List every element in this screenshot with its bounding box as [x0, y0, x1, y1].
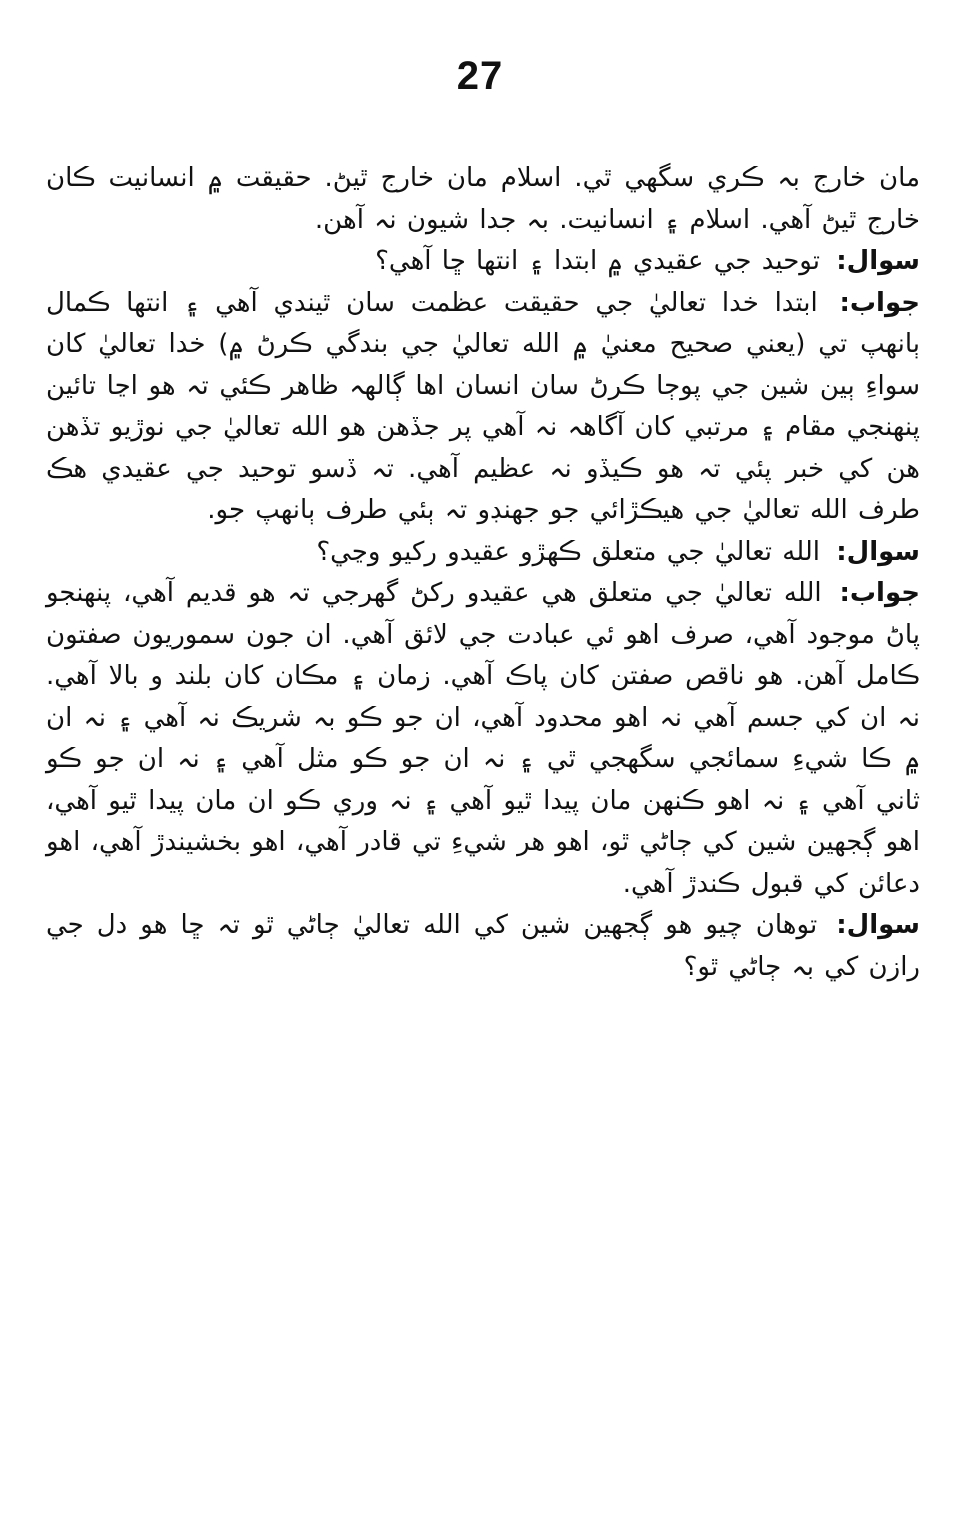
question-hidden-knowledge: [46, 905, 920, 988]
question-label: سوال:: [836, 910, 921, 940]
paragraph-text: مان خارج بہ ڪري سگھي ٿي. اسلام مان خارج ٿيڻ. حقيقت ۾ انسانيت ڪان خارج ٿيڻ آهي. اسلام ۽ انسانيت. بہ جدا شيون نہ آهن.: [46, 163, 920, 235]
answer-label: جواب:: [839, 287, 921, 318]
answer-text: الله تعاليٰ جي متعلق هي عقيدو رکڻ گهرجي تہ هو قديم آهي، پنهنجو پاڻ موجود آهي، صرف اهو ئي عبادت جي لائق آهي. ان جون سموريون صفتون ڪامل آهن. هو ناقص صفتن کان پاڪ آهي. زمان ۽ مڪان کان بلند و بالا آهي. نہ ان کي جسم آهي نہ اهو محدود آهي، ان جو ڪو بہ شريڪ نہ آهي ۽ نہ ان ۾ ڪا شيءِ سمائجي سگهجي ٿي ۽ نہ ان جو ڪو مثل آهي ۽ نہ ان جو ڪو ثاني آهي ۽ نہ اهو ڪنهن مان پيدا ٿيو آهي ۽ نہ وري ڪو ان مان پيدا ٿيو آهي، اهو ڳجهين شين کي ڄاڻي ٿو، اهو هر شيءِ تي قادر آهي، اهو بخشيندڙ آهي، اهو دعائن کي قبول ڪندڙ آهي.: [46, 578, 920, 899]
paragraph-intro: [46, 158, 920, 241]
body-text: [46, 158, 920, 988]
question-text: توهان چيو هو ڳجهين شين کي الله تعاليٰ ڄاڻي ٿو تہ ڇا هو دل جي رازن کي بہ ڄاڻي ٿو؟: [46, 910, 920, 982]
question-label: سوال:: [836, 536, 920, 567]
question-belief-about-allah: [46, 532, 920, 574]
page-number: 27: [456, 54, 504, 98]
question-label: سوال:: [836, 246, 920, 276]
question-text: الله تعاليٰ جي متعلق ڪهڙو عقيدو رکيو وڃي؟: [316, 536, 820, 567]
question-text: توحيد جي عقيدي ۾ ابتدا ۽ انتها ڇا آهي؟: [375, 246, 820, 276]
question-tawheed-stages: [46, 241, 920, 283]
answer-tawheed-stages: [46, 283, 920, 532]
answer-label: جواب:: [839, 578, 920, 608]
answer-text: ابتدا خدا تعاليٰ جي حقيقت عظمت سان ٿيندي آهي ۽ انتها ڪمال ٻانهپ تي (يعني صحيح معنيٰ ۾ الله تعاليٰ جي بندگي ڪرڻ ۾) خدا تعاليٰ کان سواءِ ٻين شين جي پوڄا ڪرڻ سان انسان اها ڳالهہ ظاهر ڪئي تہ هو اڃا تائين پنهنجي مقام ۽ مرتبي کان آگاهہ نہ آهي پر جڏهن هو الله تعاليٰ جي نوڙيو تڏهن هن کي خبر پئي تہ هو ڪيڏو نہ عظيم آهي. تہ ڏسو توحيد جي عقيدي هڪ طرف الله تعاليٰ جي هيڪڙائي جو جهنڊو تہ ٻئي طرف ٻانهپ جو.: [46, 287, 920, 525]
answer-belief-about-allah: [46, 573, 920, 905]
